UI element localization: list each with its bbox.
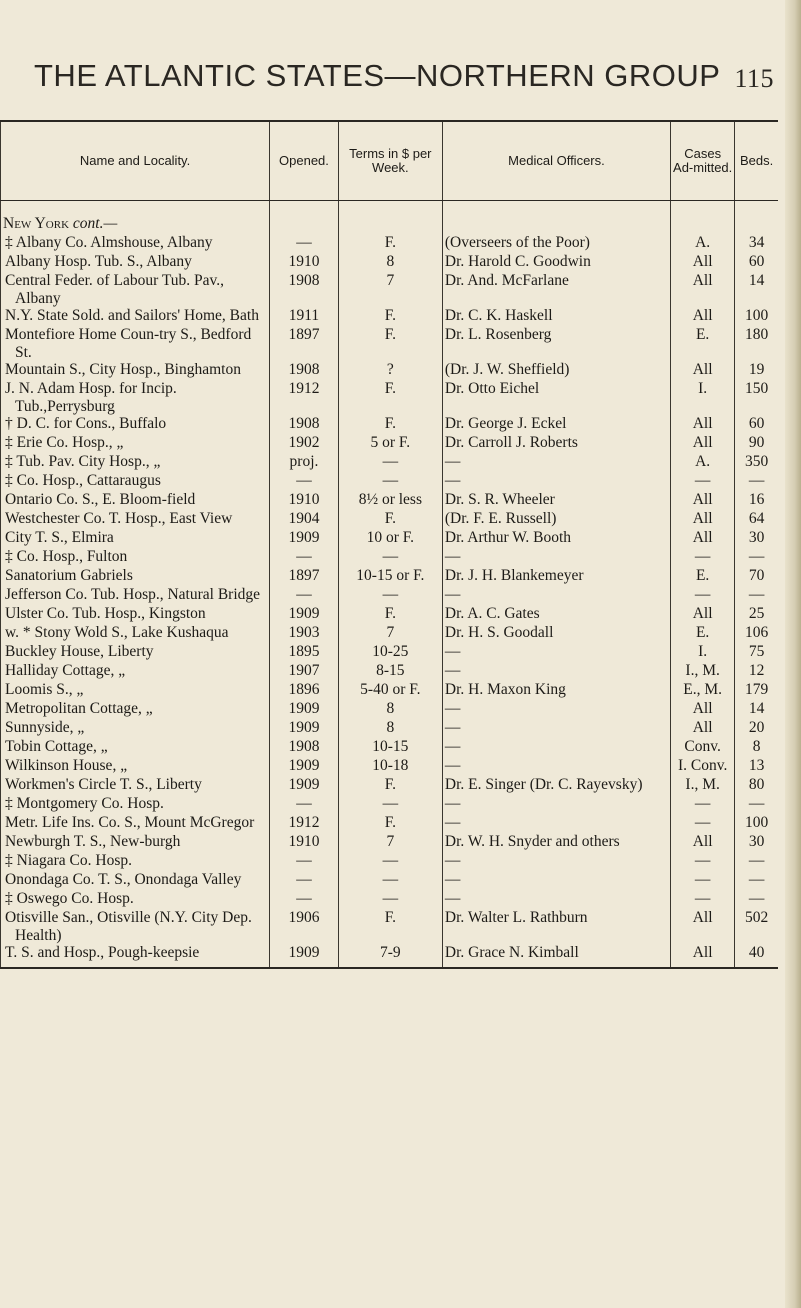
table-row	[1, 852, 779, 871]
table-row	[1, 510, 779, 529]
cell-opened: 1909	[270, 757, 339, 776]
cell-name: Mountain S., City Hosp., Binghamton	[1, 361, 270, 380]
cell-name: w. * Stony Wold S., Lake Kushaqua	[1, 624, 270, 643]
cell-beds: 90	[735, 434, 778, 453]
cell-cases: All	[671, 700, 735, 719]
cell-name: Loomis S., „	[1, 681, 270, 700]
cell-cases: I. Conv.	[671, 757, 735, 776]
cell-medical: Dr. Harold C. Goodwin	[442, 253, 670, 272]
cell-cases: —	[671, 871, 735, 890]
cell-medical: —	[442, 795, 670, 814]
section-heading	[1, 201, 270, 235]
table-row	[1, 890, 779, 909]
table-row	[1, 776, 779, 795]
cell-cases: All	[671, 272, 735, 307]
cell-name: Onondaga Co. T. S., Onondaga Valley	[1, 871, 270, 890]
cell-beds: 30	[735, 833, 778, 852]
cell-cases: —	[671, 814, 735, 833]
cell-opened: 1897	[270, 567, 339, 586]
cell-medical: Dr. Carroll J. Roberts	[442, 434, 670, 453]
cell-name: Ulster Co. Tub. Hosp., Kingston	[1, 605, 270, 624]
cell-beds: 502	[735, 909, 778, 944]
cell-medical: Dr. W. H. Snyder and others	[442, 833, 670, 852]
cell-opened: 1910	[270, 833, 339, 852]
cell-terms: 7	[338, 833, 442, 852]
cell-opened: 1910	[270, 491, 339, 510]
cell-terms: 10-15 or F.	[338, 567, 442, 586]
table-row	[1, 681, 779, 700]
cell-opened: 1895	[270, 643, 339, 662]
cell-medical: —	[442, 700, 670, 719]
page-number: 115	[734, 64, 774, 93]
cell-cases: —	[671, 890, 735, 909]
cell-opened: 1912	[270, 380, 339, 415]
cell-beds: 80	[735, 776, 778, 795]
cell-opened: 1909	[270, 776, 339, 795]
cell-terms: 8	[338, 700, 442, 719]
cell-name: Newburgh T. S., New-burgh	[1, 833, 270, 852]
cell-medical: (Overseers of the Poor)	[442, 234, 670, 253]
cell-name: T. S. and Hosp., Pough-keepsie	[1, 944, 270, 968]
cell-beds: 8	[735, 738, 778, 757]
cell-cases: E.	[671, 567, 735, 586]
cell-terms: 10-18	[338, 757, 442, 776]
table-row	[1, 605, 779, 624]
cell-cases: I., M.	[671, 662, 735, 681]
table-row	[1, 491, 779, 510]
cell-cases: All	[671, 605, 735, 624]
cell-opened: 1909	[270, 719, 339, 738]
cell-name: Sunnyside, „	[1, 719, 270, 738]
cell-name: Otisville San., Otisville (N.Y. City Dep. Health)	[1, 909, 270, 944]
cell-beds: 100	[735, 814, 778, 833]
table-header-row	[1, 121, 779, 201]
cell-terms: —	[338, 871, 442, 890]
cell-terms: 5 or F.	[338, 434, 442, 453]
col-header-terms: Terms in $ per Week.	[338, 121, 442, 201]
table-row	[1, 586, 779, 605]
cell-beds: 19	[735, 361, 778, 380]
cell-terms: 5-40 or F.	[338, 681, 442, 700]
cell-medical: —	[442, 719, 670, 738]
table-row	[1, 529, 779, 548]
cell-cases: All	[671, 415, 735, 434]
cell-terms: 10-15	[338, 738, 442, 757]
table-row	[1, 548, 779, 567]
cell-opened: —	[270, 890, 339, 909]
cell-name: N.Y. State Sold. and Sailors' Home, Bath	[1, 307, 270, 326]
table-row	[1, 871, 779, 890]
cell-beds: 70	[735, 567, 778, 586]
cell-beds: —	[735, 890, 778, 909]
cell-name: City T. S., Elmira	[1, 529, 270, 548]
cell-terms: 7	[338, 624, 442, 643]
cell-terms: F.	[338, 814, 442, 833]
cell-medical: Dr. Otto Eichel	[442, 380, 670, 415]
table-row	[1, 909, 779, 944]
cell-beds: 60	[735, 253, 778, 272]
cell-opened: —	[270, 586, 339, 605]
table-row	[1, 380, 779, 415]
cell-name: J. N. Adam Hosp. for Incip. Tub.,Perrysburg	[1, 380, 270, 415]
cell-medical: —	[442, 548, 670, 567]
cell-cases: A.	[671, 234, 735, 253]
cell-medical: Dr. Arthur W. Booth	[442, 529, 670, 548]
cell-opened: 1908	[270, 415, 339, 434]
cell-opened: —	[270, 234, 339, 253]
cell-name: ‡ Co. Hosp., Fulton	[1, 548, 270, 567]
table-row	[1, 643, 779, 662]
cell-opened: 1908	[270, 738, 339, 757]
cell-cases: All	[671, 909, 735, 944]
table-row	[1, 272, 779, 307]
cell-cases: —	[671, 586, 735, 605]
cell-medical: —	[442, 814, 670, 833]
cell-medical: Dr. E. Singer (Dr. C. Rayevsky)	[442, 776, 670, 795]
col-header-opened: Opened.	[270, 121, 339, 201]
table-row	[1, 434, 779, 453]
cell-medical: —	[442, 738, 670, 757]
cell-cases: I.	[671, 380, 735, 415]
cell-beds: 60	[735, 415, 778, 434]
col-header-name: Name and Locality.	[1, 121, 270, 201]
cell-medical: Dr. A. C. Gates	[442, 605, 670, 624]
cell-medical: Dr. Walter L. Rathburn	[442, 909, 670, 944]
cell-name: ‡ Oswego Co. Hosp.	[1, 890, 270, 909]
cell-beds: 30	[735, 529, 778, 548]
cell-cases: All	[671, 529, 735, 548]
cell-opened: 1902	[270, 434, 339, 453]
cell-cases: —	[671, 852, 735, 871]
cell-terms: 8	[338, 719, 442, 738]
page-edge	[785, 0, 801, 1308]
cell-terms: 10 or F.	[338, 529, 442, 548]
cell-medical: Dr. And. McFarlane	[442, 272, 670, 307]
cell-beds: 106	[735, 624, 778, 643]
cell-medical: Dr. George J. Eckel	[442, 415, 670, 434]
cell-medical: —	[442, 871, 670, 890]
cell-cases: All	[671, 307, 735, 326]
cell-opened: —	[270, 548, 339, 567]
cell-beds: 40	[735, 944, 778, 968]
cell-beds: 14	[735, 700, 778, 719]
cell-beds: 16	[735, 491, 778, 510]
cell-name: Albany Hosp. Tub. S., Albany	[1, 253, 270, 272]
table-row	[1, 719, 779, 738]
cell-terms: —	[338, 586, 442, 605]
cell-terms: F.	[338, 307, 442, 326]
table-row	[1, 757, 779, 776]
cell-beds: 75	[735, 643, 778, 662]
cell-beds: 34	[735, 234, 778, 253]
cell-beds: 64	[735, 510, 778, 529]
cell-medical: —	[442, 472, 670, 491]
table-row	[1, 415, 779, 434]
cell-opened: 1908	[270, 272, 339, 307]
cell-medical: Dr. C. K. Haskell	[442, 307, 670, 326]
table-row	[1, 472, 779, 491]
cell-name: Ontario Co. S., E. Bloom-field	[1, 491, 270, 510]
cell-cases: All	[671, 491, 735, 510]
cell-opened: —	[270, 852, 339, 871]
table-row	[1, 624, 779, 643]
cell-opened: 1907	[270, 662, 339, 681]
cell-terms: —	[338, 548, 442, 567]
cell-opened: 1906	[270, 909, 339, 944]
cell-beds: —	[735, 472, 778, 491]
cell-cases: All	[671, 434, 735, 453]
cell-cases: All	[671, 253, 735, 272]
table-row	[1, 662, 779, 681]
cell-cases: All	[671, 510, 735, 529]
cell-terms: —	[338, 472, 442, 491]
cell-name: Metr. Life Ins. Co. S., Mount McGregor	[1, 814, 270, 833]
col-header-medical: Medical Officers.	[442, 121, 670, 201]
cell-cases: E., M.	[671, 681, 735, 700]
cell-terms: —	[338, 453, 442, 472]
cell-beds: 180	[735, 326, 778, 361]
cell-cases: E.	[671, 326, 735, 361]
cell-name: † D. C. for Cons., Buffalo	[1, 415, 270, 434]
table-row	[1, 795, 779, 814]
cell-opened: 1911	[270, 307, 339, 326]
cell-medical: (Dr. F. E. Russell)	[442, 510, 670, 529]
cell-name: ‡ Albany Co. Almshouse, Albany	[1, 234, 270, 253]
cell-beds: 20	[735, 719, 778, 738]
cell-terms: —	[338, 890, 442, 909]
cell-opened: proj.	[270, 453, 339, 472]
cell-terms: F.	[338, 510, 442, 529]
cell-terms: 8-15	[338, 662, 442, 681]
cell-name: ‡ Tub. Pav. City Hosp., „	[1, 453, 270, 472]
cell-terms: 10-25	[338, 643, 442, 662]
table-body	[1, 201, 779, 969]
cell-beds: —	[735, 852, 778, 871]
cell-medical: Dr. J. H. Blankemeyer	[442, 567, 670, 586]
cell-terms: 8½ or less	[338, 491, 442, 510]
cell-name: ‡ Montgomery Co. Hosp.	[1, 795, 270, 814]
section-row	[1, 201, 779, 235]
table-row	[1, 253, 779, 272]
cell-cases: All	[671, 719, 735, 738]
cell-medical: —	[442, 757, 670, 776]
col-header-beds: Beds.	[735, 121, 778, 201]
cell-terms: 7	[338, 272, 442, 307]
cell-medical: —	[442, 662, 670, 681]
cell-cases: All	[671, 361, 735, 380]
table-row	[1, 944, 779, 968]
cell-beds: 179	[735, 681, 778, 700]
cell-terms: F.	[338, 909, 442, 944]
cell-name: Westchester Co. T. Hosp., East View	[1, 510, 270, 529]
cell-opened: 1909	[270, 605, 339, 624]
cell-name: Montefiore Home Coun-try S., Bedford St.	[1, 326, 270, 361]
cell-medical: Dr. H. Maxon King	[442, 681, 670, 700]
cell-opened: —	[270, 795, 339, 814]
cell-beds: —	[735, 586, 778, 605]
cell-medical: —	[442, 453, 670, 472]
table-row	[1, 361, 779, 380]
cell-name: Jefferson Co. Tub. Hosp., Natural Bridge	[1, 586, 270, 605]
table-row	[1, 567, 779, 586]
table-row	[1, 326, 779, 361]
table-row	[1, 833, 779, 852]
cell-terms: F.	[338, 605, 442, 624]
cell-medical: Dr. L. Rosenberg	[442, 326, 670, 361]
cell-opened: 1909	[270, 944, 339, 968]
cell-beds: 25	[735, 605, 778, 624]
table-row	[1, 453, 779, 472]
cell-terms: ?	[338, 361, 442, 380]
cell-name: ‡ Niagara Co. Hosp.	[1, 852, 270, 871]
cell-medical: —	[442, 890, 670, 909]
cell-opened: —	[270, 472, 339, 491]
cell-opened: 1896	[270, 681, 339, 700]
cell-name: ‡ Erie Co. Hosp., „	[1, 434, 270, 453]
cell-beds: 150	[735, 380, 778, 415]
page-title: THE ATLANTIC STATES—NORTHERN GROUP	[34, 58, 721, 93]
cell-name: Workmen's Circle T. S., Liberty	[1, 776, 270, 795]
cell-beds: —	[735, 548, 778, 567]
cell-cases: All	[671, 833, 735, 852]
cell-name: ‡ Co. Hosp., Cattaraugus	[1, 472, 270, 491]
cell-medical: —	[442, 586, 670, 605]
cell-name: Sanatorium Gabriels	[1, 567, 270, 586]
cell-cases: E.	[671, 624, 735, 643]
cell-terms: 7-9	[338, 944, 442, 968]
cell-medical: —	[442, 852, 670, 871]
cell-terms: F.	[338, 234, 442, 253]
cell-medical: (Dr. J. W. Sheffield)	[442, 361, 670, 380]
table-row	[1, 814, 779, 833]
cell-opened: 1908	[270, 361, 339, 380]
cell-beds: 100	[735, 307, 778, 326]
table-row	[1, 307, 779, 326]
table-row	[1, 738, 779, 757]
cell-name: Tobin Cottage, „	[1, 738, 270, 757]
cell-beds: 13	[735, 757, 778, 776]
table-row	[1, 234, 779, 253]
cell-beds: —	[735, 795, 778, 814]
cell-name: Halliday Cottage, „	[1, 662, 270, 681]
cell-cases: —	[671, 795, 735, 814]
cell-cases: Conv.	[671, 738, 735, 757]
cell-beds: 350	[735, 453, 778, 472]
table-row	[1, 700, 779, 719]
cell-opened: 1903	[270, 624, 339, 643]
cell-terms: F.	[338, 415, 442, 434]
cell-terms: —	[338, 795, 442, 814]
cell-name: Metropolitan Cottage, „	[1, 700, 270, 719]
cell-opened: 1909	[270, 700, 339, 719]
cell-opened: —	[270, 871, 339, 890]
cell-opened: 1897	[270, 326, 339, 361]
cell-cases: All	[671, 944, 735, 968]
cell-opened: 1909	[270, 529, 339, 548]
cell-terms: F.	[338, 380, 442, 415]
section-cont: cont.—	[72, 215, 118, 232]
cell-opened: 1910	[270, 253, 339, 272]
section-title: New York	[3, 215, 70, 232]
cell-medical: Dr. Grace N. Kimball	[442, 944, 670, 968]
cell-cases: I.	[671, 643, 735, 662]
cell-cases: —	[671, 472, 735, 491]
cell-beds: 12	[735, 662, 778, 681]
cell-beds: 14	[735, 272, 778, 307]
cell-opened: 1904	[270, 510, 339, 529]
cell-name: Central Feder. of Labour Tub. Pav., Albany	[1, 272, 270, 307]
cell-terms: —	[338, 852, 442, 871]
cell-medical: Dr. H. S. Goodall	[442, 624, 670, 643]
cell-cases: —	[671, 548, 735, 567]
cell-opened: 1912	[270, 814, 339, 833]
cell-cases: A.	[671, 453, 735, 472]
cell-beds: —	[735, 871, 778, 890]
cell-terms: F.	[338, 326, 442, 361]
hospital-table	[0, 120, 778, 969]
col-header-cases: Cases Ad-mitted.	[671, 121, 735, 201]
running-head	[34, 58, 774, 98]
cell-terms: 8	[338, 253, 442, 272]
cell-name: Wilkinson House, „	[1, 757, 270, 776]
cell-medical: —	[442, 643, 670, 662]
cell-cases: I., M.	[671, 776, 735, 795]
cell-medical: Dr. S. R. Wheeler	[442, 491, 670, 510]
cell-name: Buckley House, Liberty	[1, 643, 270, 662]
cell-terms: F.	[338, 776, 442, 795]
